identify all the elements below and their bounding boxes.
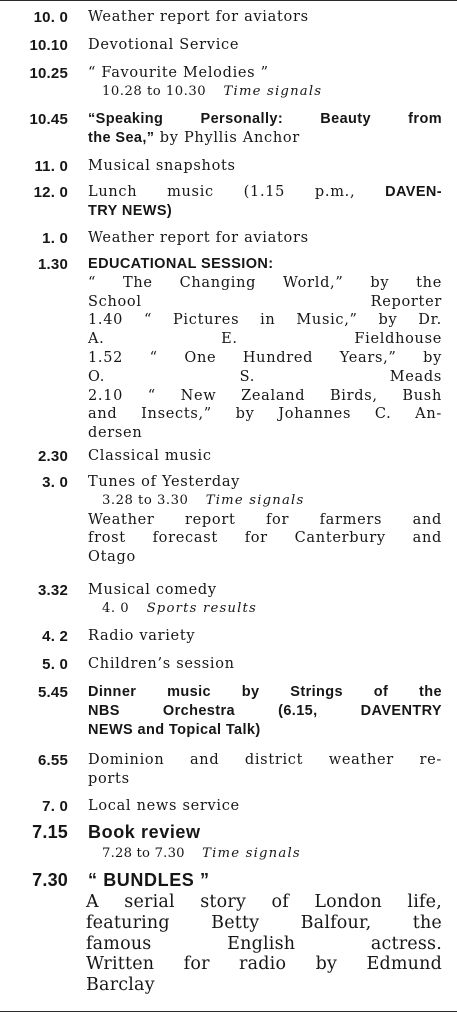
time-signals-line	[88, 600, 442, 619]
programme-title: Weather report for aviators	[88, 9, 309, 25]
programme-description	[88, 8, 442, 27]
description-line: Weather report for farmers and	[88, 511, 442, 528]
programme-time: 3. 0	[42, 474, 68, 491]
programme-time: 12. 0	[33, 184, 68, 201]
signal-time: 3.28 to 3.30	[102, 492, 189, 508]
description-line	[88, 183, 442, 202]
programme-time: 5.45	[38, 684, 68, 701]
description-line: A. E. Fieldhouse	[88, 331, 442, 348]
signal-time: 10.28 to 10.30	[102, 83, 207, 99]
programme-description	[88, 581, 442, 619]
signal-time: 4. 0	[102, 600, 130, 616]
description-line: NBS Orchestra (6.15, DAVENTRY	[88, 702, 442, 719]
programme-description	[88, 627, 442, 646]
programme-time: 1. 0	[42, 230, 68, 247]
programme-description	[88, 183, 442, 221]
programme-description	[88, 473, 442, 567]
description-line: O. S. Meads	[88, 368, 442, 385]
programme-description	[88, 36, 442, 55]
description-line: ports	[88, 770, 130, 787]
programme-description	[88, 255, 442, 443]
programme-description	[88, 683, 442, 739]
programme-title: “Speaking Personally: Beauty from	[88, 111, 442, 127]
description-fragment: Lunch music (1.15 p.m.,	[88, 184, 386, 200]
programme-description	[88, 64, 442, 102]
programme-time: 6.55	[38, 752, 68, 769]
programme-time: 10.10	[29, 37, 68, 54]
description-line: Barclay	[86, 975, 155, 996]
programme-time: 10.45	[29, 111, 68, 128]
signal-label: Sports results	[141, 600, 257, 616]
description-line: Written for radio by Edmund	[86, 954, 442, 975]
programme-description	[88, 751, 442, 789]
top-rule	[0, 0, 457, 1]
description-fragment: by Phyllis Anchor	[154, 129, 300, 146]
programme-description	[88, 655, 442, 674]
description-line: “ The Changing World,” by the	[88, 274, 442, 291]
programme-title: “ Favourite Melodies ”	[88, 65, 269, 81]
programme-time: 4. 2	[42, 628, 68, 645]
programme-title: EDUCATIONAL SESSION:	[88, 256, 274, 272]
time-signals-line	[88, 844, 442, 863]
programme-title: Devotional Service	[88, 37, 240, 53]
description-line: Otago	[88, 549, 136, 566]
programme-title: Musical snapshots	[88, 158, 236, 174]
signal-label: Time signals	[200, 492, 305, 508]
programme-time: 10. 0	[33, 9, 68, 26]
programme-description	[88, 229, 442, 248]
signal-time: 7.28 to 7.30	[102, 846, 185, 861]
programme-title: Dominion and district weather re-	[88, 752, 442, 768]
description-line: 1.52 “ One Hundred Years,” by	[88, 349, 442, 366]
programme-time: 10.25	[29, 65, 68, 82]
time-signals-line	[88, 83, 442, 102]
programme-description	[88, 869, 442, 996]
programme-title: Musical comedy	[88, 582, 217, 598]
programme-time: 7. 0	[42, 798, 68, 815]
programme-title: Local news service	[88, 798, 240, 814]
programme-title: Tunes of Yesterday	[88, 474, 241, 490]
signal-label: Time signals	[196, 846, 301, 861]
programme-title: Dinner music by Strings of the	[88, 684, 442, 700]
description-line: frost forecast for Canterbury and	[88, 530, 442, 547]
description-line: dersen	[88, 425, 143, 442]
programme-title: Radio variety	[88, 628, 196, 644]
bottom-rule	[0, 1011, 457, 1012]
programme-description	[88, 110, 442, 148]
programme-time: 7.30	[32, 870, 68, 890]
description-line: 1.40 “ Pictures in Music,” by Dr.	[88, 312, 442, 329]
description-line: featuring Betty Balfour, the	[86, 912, 442, 933]
programme-time: 3.32	[38, 582, 68, 599]
description-line: and Insects,” by Johannes C. An-	[88, 406, 442, 423]
programme-title: Book review	[88, 822, 201, 842]
programme-time: 2.30	[38, 448, 68, 465]
programme-time: 5. 0	[42, 656, 68, 673]
description-line: NEWS and Topical Talk)	[88, 721, 261, 738]
programme-time: 1.30	[38, 256, 68, 273]
programme-time: 7.15	[32, 822, 68, 842]
programme-description	[88, 447, 442, 466]
programme-title: Children’s session	[88, 656, 235, 672]
description-line: famous English actress.	[86, 933, 442, 954]
programme-time: 11. 0	[34, 158, 68, 175]
programme-title: Weather report for aviators	[88, 230, 309, 246]
description-line	[88, 129, 442, 148]
description-fragment: DAVEN-	[385, 184, 442, 200]
programme-description	[88, 821, 442, 863]
description-line: TRY NEWS)	[88, 202, 173, 219]
time-signals-line	[88, 492, 442, 511]
signal-label: Time signals	[218, 83, 323, 99]
programme-description	[88, 797, 442, 816]
programme-title: Classical music	[88, 448, 212, 464]
description-line: A serial story of London life,	[86, 892, 442, 912]
programme-description	[88, 157, 442, 176]
description-line: School Reporter	[88, 293, 442, 310]
description-line: 2.10 “ New Zealand Birds, Bush	[88, 387, 442, 404]
description-fragment: the Sea,”	[88, 129, 155, 146]
programme-title: “ BUNDLES ”	[88, 870, 210, 890]
